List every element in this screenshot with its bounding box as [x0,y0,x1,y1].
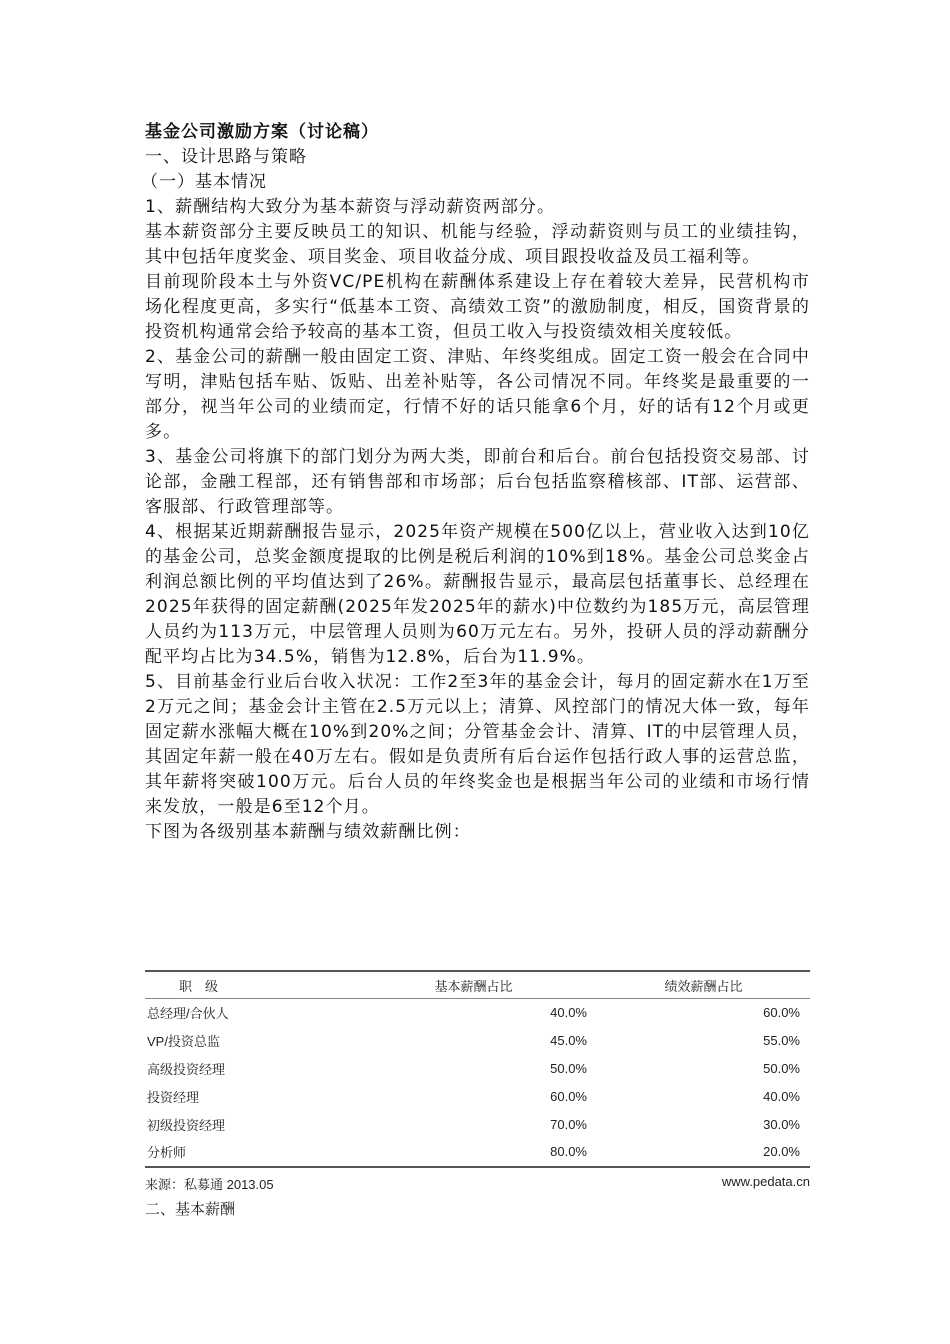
section-heading-2: 二、基本薪酬 [145,1200,236,1218]
paragraph: 2、基金公司的薪酬一般由固定工资、津贴、年终奖组成。固定工资一般会在合同中写明，津贴包括车贴、饭贴、出差补贴等，各公司情况不同。年终奖是最重要的一部分，视当年公司的业绩而定，行情不好的话只能拿6个月，好的话有12个月或更多。 [145,347,810,442]
cell-performance-pay: 50.0% [763,1060,800,1076]
cell-performance-pay: 30.0% [763,1116,800,1132]
cell-base-pay: 60.0% [550,1088,587,1104]
cell-base-pay: 45.0% [550,1033,587,1049]
column-header-performance-pay: 绩效薪酬占比 [597,971,810,999]
table-row [145,1138,810,1167]
table-row [145,999,810,1027]
section-heading-1: 一、设计思路与策略 [145,147,307,167]
cell-level: 总经理/合伙人 [147,1006,229,1022]
cell-performance-pay: 55.0% [763,1033,800,1049]
subsection-heading-1: （一）基本情况 [141,172,267,192]
paragraph: 目前现阶段本土与外资VC/PE机构在薪酬体系建设上存在着较大差异，民营机构市场化程度更高，多实行“低基本工资、高绩效工资”的激励制度，相反，国资背景的投资机构通常会给予较高的基本工资，但员工收入与投资绩效相关度较低。 [145,272,810,342]
cell-level: VP/投资总监 [147,1034,220,1050]
table-header-row [145,971,810,999]
document-title: 基金公司激励方案（讨论稿） [145,122,379,142]
table-row [145,1055,810,1083]
paragraph: 1、薪酬结构大致分为基本薪资与浮动薪资两部分。 [145,197,556,217]
paragraph: 5、目前基金行业后台收入状况：工作2至3年的基金会计，每月的固定薪水在1万至2万元之间；基金会计主管在2.5万元以上；清算、风控部门的情况大体一致，每年固定薪水涨幅大概在10%到20%之间；分管基金会计、清算、IT的中层管理人员，其固定年薪一般在40万左右。假如是负责所有后台运作包括行政人事的运营总监，其年薪将突破100万元。后台人员的年终奖金也是根据当年公司的业绩和市场行情来发放，一般是6至12个月。 [145,672,810,817]
table-row [145,1082,810,1110]
cell-level: 高级投资经理 [147,1061,226,1077]
source-citation: 来源：私募通 2013.05 [145,1176,274,1192]
salary-ratio-table [145,970,810,1168]
paragraph: 基本薪资部分主要反映员工的知识、机能与经验，浮动薪资则与员工的业绩挂钩，其中包括年度奖金、项目奖金、项目收益分成、项目跟投收益及员工福利等。 [145,222,810,267]
cell-level: 初级投资经理 [147,1117,226,1133]
cell-base-pay: 40.0% [550,1005,587,1021]
table-row [145,1027,810,1055]
source-url: www.pedata.cn [721,1173,810,1189]
paragraph: 4、根据某近期薪酬报告显示，2025年资产规模在500亿以上，营业收入达到10亿的基金公司，总奖金额度提取的比例是税后利润的10%到18%。基金公司总奖金占利润总额比例的平均值达到了26%。薪酬报告显示，最高层包括董事长、总经理在2025年获得的固定薪酬(2025年发2025年的薪水)中位数约为185万元，高层管理人员约为113万元，中层管理人员则为60万元左右。另外，投研人员的浮动薪酬分配平均占比为34.5%，销售为12.8%，后台为11.9%。 [145,522,810,667]
column-header-level: 职 级 [145,971,350,999]
cell-base-pay: 80.0% [350,1138,597,1167]
cell-base-pay: 70.0% [550,1116,587,1132]
paragraph: 3、基金公司将旗下的部门划分为两大类，即前台和后台。前台包括投资交易部、讨论部，金融工程部，还有销售部和市场部；后台包括监察稽核部、IT部、运营部、客服部、行政管理部等。 [145,447,810,517]
column-header-base-pay: 基本薪酬占比 [350,971,597,999]
cell-base-pay: 50.0% [550,1060,587,1076]
cell-level: 投资经理 [147,1089,200,1105]
cell-level: 分析师 [145,1138,350,1167]
table-row [145,1110,810,1138]
document-body [141,120,810,844]
table-source-line [145,1174,810,1193]
cell-performance-pay: 60.0% [763,1005,800,1021]
salary-ratio-table-block [145,970,810,1193]
cell-performance-pay: 40.0% [763,1088,800,1104]
cell-performance-pay: 20.0% [597,1138,810,1167]
table-caption: 下图为各级别基本薪酬与绩效薪酬比例： [145,822,471,842]
